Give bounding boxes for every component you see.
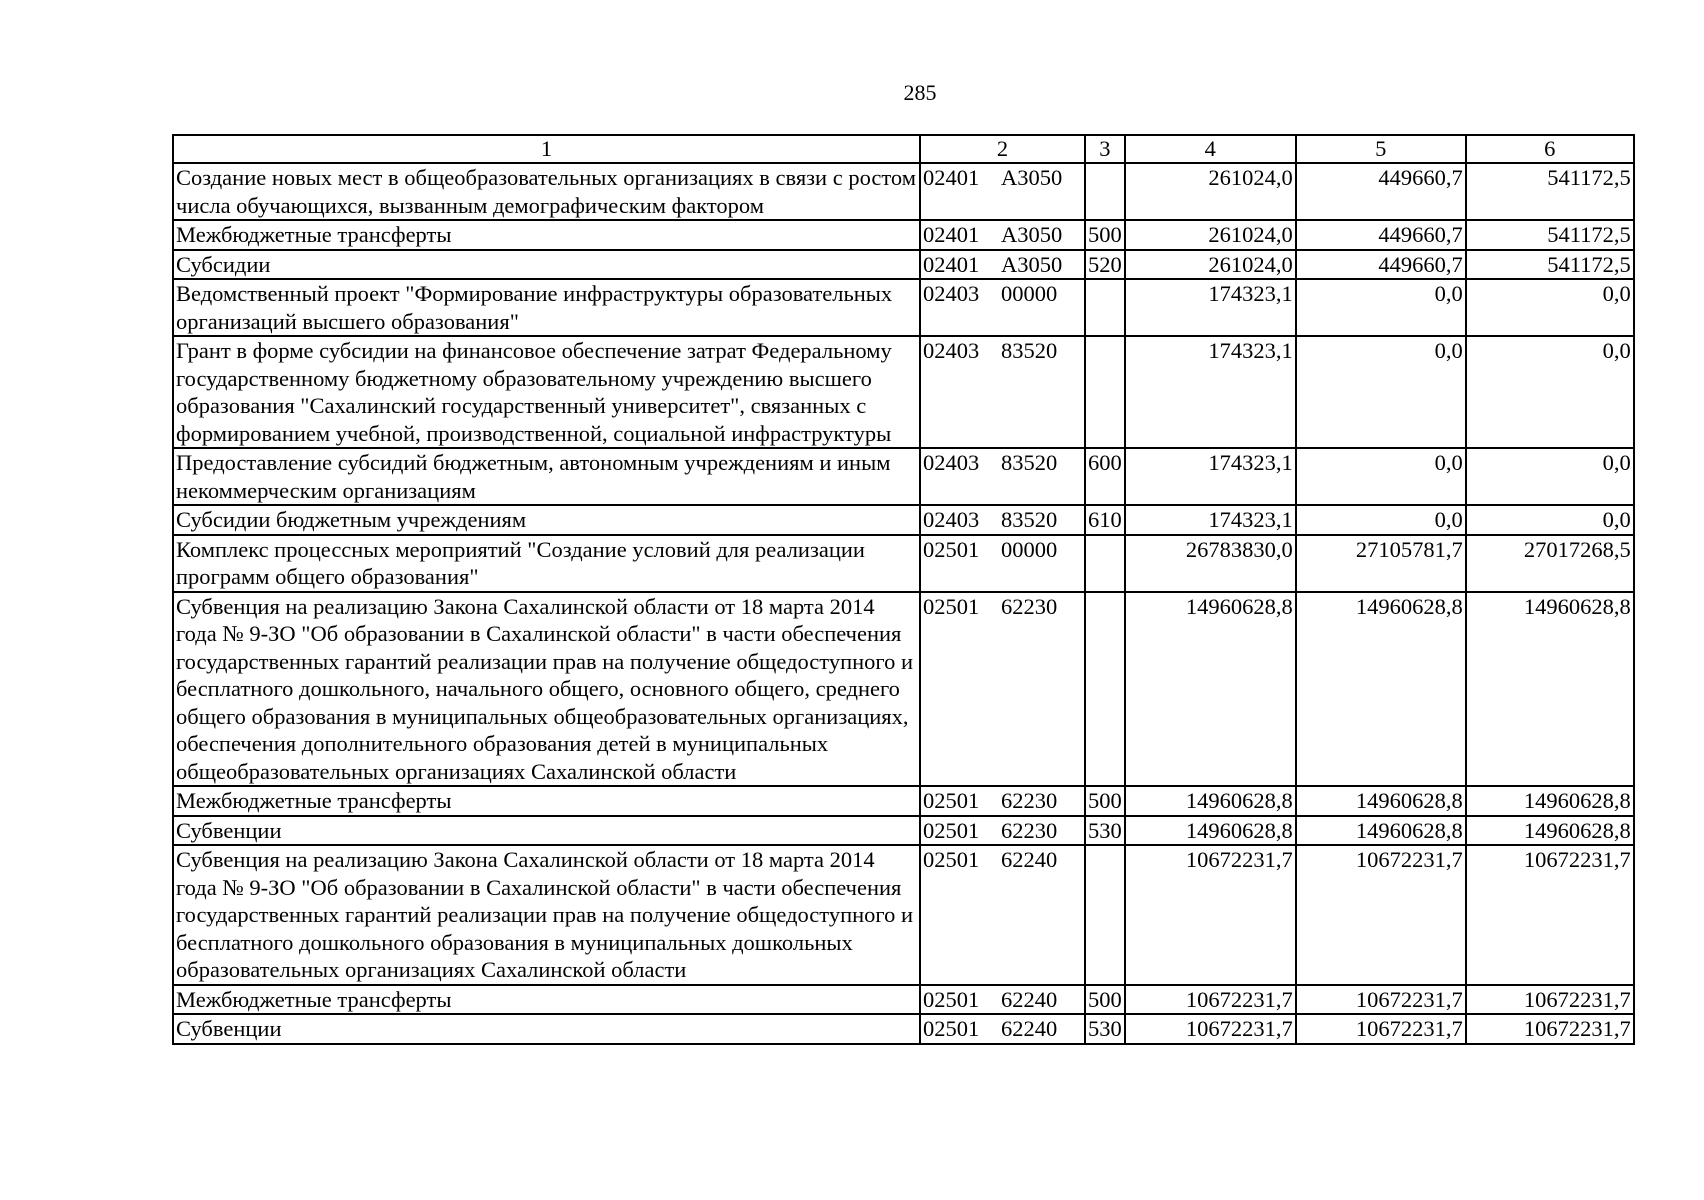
- row-program-cell: [920, 448, 1085, 505]
- row-expense-type-cell: [1085, 845, 1125, 985]
- row-name-cell: Субвенции: [173, 1014, 920, 1044]
- program-code: 02501: [923, 1016, 980, 1041]
- row-value-col5: 0,0: [1296, 448, 1466, 505]
- program-code: 02403: [923, 450, 980, 475]
- row-name-cell: Комплекс процессных мероприятий "Создание условий для реализации программ общего образования": [173, 535, 920, 592]
- row-name-cell: Ведомственный проект "Формирование инфраструктуры образовательных организаций высшего образования": [173, 279, 920, 336]
- row-name-cell: Предоставление субсидий бюджетным, автономным учреждениям и иным некоммерческим организациям: [173, 448, 920, 505]
- table-row: [173, 786, 1634, 816]
- row-name-cell: Создание новых мест в общеобразовательных организациях в связи с ростом числа обучающихся, вызванным демографическим фактором: [173, 163, 920, 220]
- row-name-cell: Субсидии бюджетным учреждениям: [173, 505, 920, 535]
- direction-code: 62230: [1001, 817, 1058, 843]
- table-row: [173, 1014, 1634, 1044]
- program-code: 02403: [923, 338, 980, 363]
- header-col-2: 2: [920, 135, 1085, 163]
- row-value-col6: 14960628,8: [1466, 816, 1634, 846]
- program-code: 02403: [923, 281, 980, 306]
- direction-code: 62230: [1001, 788, 1058, 813]
- direction-code: 62240: [1001, 1016, 1058, 1041]
- direction-code: 62240: [1001, 847, 1058, 872]
- row-value-col4: 14960628,8: [1125, 786, 1296, 816]
- row-program-cell: [920, 786, 1085, 816]
- row-value-col6: 10672231,7: [1466, 985, 1634, 1015]
- row-program-cell: [920, 592, 1085, 787]
- direction-code: А3050: [1001, 165, 1063, 190]
- program-code: 02501: [923, 593, 980, 619]
- row-value-col6: 0,0: [1466, 279, 1634, 336]
- table-row: [173, 505, 1634, 535]
- header-col-3: 3: [1085, 135, 1125, 163]
- row-value-col4: 261024,0: [1125, 220, 1296, 250]
- row-program-cell: [920, 1014, 1085, 1044]
- row-expense-type-cell: [1085, 279, 1125, 336]
- program-code: 02403: [923, 507, 980, 532]
- row-program-cell: [920, 985, 1085, 1015]
- table-row: [173, 336, 1634, 448]
- row-value-col4: 174323,1: [1125, 448, 1296, 505]
- row-program-cell: [920, 535, 1085, 592]
- row-value-col5: 0,0: [1296, 336, 1466, 448]
- row-name-cell: Межбюджетные трансферты: [173, 985, 920, 1015]
- row-name-cell: Субвенция на реализацию Закона Сахалинской области от 18 марта 2014 года № 9-ЗО "Об образовании в Сахалинской области" в части обеспечения государственных гарантий реализации прав на получение общедоступного и бесплатного дошкольного, начального общего, основного общего, среднего общего образования в муниципальных общеобразовательных организациях, обеспечения дополнительного образования детей в муниципальных общеобразовательных организациях Сахалинской области: [173, 592, 920, 787]
- row-value-col4: 174323,1: [1125, 279, 1296, 336]
- row-value-col6: 10672231,7: [1466, 845, 1634, 985]
- header-row: [173, 135, 1634, 163]
- row-value-col5: 0,0: [1296, 279, 1466, 336]
- row-value-col4: 261024,0: [1125, 250, 1296, 280]
- row-value-col4: 174323,1: [1125, 336, 1296, 448]
- row-value-col5: 10672231,7: [1296, 1014, 1466, 1044]
- direction-code: А3050: [1001, 222, 1063, 247]
- row-value-col6: 27017268,5: [1466, 535, 1634, 592]
- header-col-4: 4: [1125, 135, 1296, 163]
- header-col-5: 5: [1296, 135, 1466, 163]
- header-col-6: 6: [1466, 135, 1634, 163]
- row-expense-type-cell: 520: [1085, 250, 1125, 280]
- row-expense-type-cell: 500: [1085, 220, 1125, 250]
- row-expense-type-cell: 610: [1085, 505, 1125, 535]
- table-row: [173, 592, 1634, 787]
- row-name-cell: Субвенции: [173, 816, 920, 846]
- row-expense-type-cell: [1085, 592, 1125, 787]
- row-name-cell: Субсидии: [173, 250, 920, 280]
- row-expense-type-cell: 500: [1085, 786, 1125, 816]
- program-code: 02501: [923, 847, 980, 872]
- program-code: 02401: [923, 251, 980, 277]
- row-program-cell: [920, 816, 1085, 846]
- row-name-cell: Грант в форме субсидии на финансовое обеспечение затрат Федеральному государственному бюджетному образовательному учреждению высшего образования "Сахалинский государственный университет", связанных с формированием учебной, производственной, социальной инфраструктуры: [173, 336, 920, 448]
- row-program-cell: [920, 845, 1085, 985]
- program-code: 02501: [923, 986, 980, 1012]
- program-code: 02401: [923, 165, 980, 190]
- row-value-col5: 449660,7: [1296, 163, 1466, 220]
- page-number: 285: [903, 80, 937, 105]
- row-value-col4: 14960628,8: [1125, 592, 1296, 787]
- row-value-col4: 261024,0: [1125, 163, 1296, 220]
- direction-code: А3050: [1001, 251, 1063, 277]
- row-value-col4: 10672231,7: [1125, 985, 1296, 1015]
- row-value-col5: 10672231,7: [1296, 845, 1466, 985]
- row-value-col5: 14960628,8: [1296, 816, 1466, 846]
- program-code: 02501: [923, 788, 980, 813]
- row-value-col6: 541172,5: [1466, 163, 1634, 220]
- direction-code: 00000: [1001, 536, 1058, 562]
- row-name-cell: Межбюджетные трансферты: [173, 786, 920, 816]
- row-name-cell: Субвенция на реализацию Закона Сахалинской области от 18 марта 2014 года № 9-ЗО "Об образовании в Сахалинской области" в части обеспечения государственных гарантий реализации прав на получение общедоступного и бесплатного дошкольного образования в муниципальных дошкольных образовательных организациях Сахалинской области: [173, 845, 920, 985]
- table-row: [173, 448, 1634, 505]
- row-value-col5: 449660,7: [1296, 250, 1466, 280]
- row-value-col6: 10672231,7: [1466, 1014, 1634, 1044]
- program-code: 02501: [923, 536, 980, 562]
- direction-code: 83520: [1001, 507, 1058, 532]
- budget-table: [172, 134, 1635, 1045]
- row-expense-type-cell: [1085, 163, 1125, 220]
- direction-code: 00000: [1001, 281, 1058, 306]
- direction-code: 62230: [1001, 593, 1058, 619]
- row-value-col6: 541172,5: [1466, 250, 1634, 280]
- row-value-col5: 27105781,7: [1296, 535, 1466, 592]
- table-row: [173, 163, 1634, 220]
- row-value-col5: 10672231,7: [1296, 985, 1466, 1015]
- row-program-cell: [920, 250, 1085, 280]
- row-value-col6: 0,0: [1466, 336, 1634, 448]
- table-row: [173, 220, 1634, 250]
- row-expense-type-cell: 530: [1085, 816, 1125, 846]
- row-program-cell: [920, 163, 1085, 220]
- row-expense-type-cell: 600: [1085, 448, 1125, 505]
- row-value-col6: 0,0: [1466, 505, 1634, 535]
- row-program-cell: [920, 220, 1085, 250]
- table-row: [173, 279, 1634, 336]
- direction-code: 62240: [1001, 986, 1058, 1012]
- header-col-1: 1: [173, 135, 920, 163]
- row-value-col5: 0,0: [1296, 505, 1466, 535]
- row-value-col4: 174323,1: [1125, 505, 1296, 535]
- row-value-col4: 10672231,7: [1125, 845, 1296, 985]
- row-program-cell: [920, 336, 1085, 448]
- row-expense-type-cell: [1085, 336, 1125, 448]
- row-program-cell: [920, 279, 1085, 336]
- row-name-cell: Межбюджетные трансферты: [173, 220, 920, 250]
- program-code: 02401: [923, 222, 980, 247]
- row-expense-type-cell: 530: [1085, 1014, 1125, 1044]
- row-value-col4: 26783830,0: [1125, 535, 1296, 592]
- table-row: [173, 535, 1634, 592]
- direction-code: 83520: [1001, 338, 1058, 363]
- direction-code: 83520: [1001, 450, 1058, 475]
- row-value-col4: 10672231,7: [1125, 1014, 1296, 1044]
- table-row: [173, 816, 1634, 846]
- row-value-col6: 14960628,8: [1466, 592, 1634, 787]
- row-value-col6: 14960628,8: [1466, 786, 1634, 816]
- row-value-col5: 14960628,8: [1296, 592, 1466, 787]
- row-value-col5: 14960628,8: [1296, 786, 1466, 816]
- row-expense-type-cell: 500: [1085, 985, 1125, 1015]
- table-row: [173, 985, 1634, 1015]
- row-value-col6: 541172,5: [1466, 220, 1634, 250]
- row-value-col4: 14960628,8: [1125, 816, 1296, 846]
- row-value-col5: 449660,7: [1296, 220, 1466, 250]
- row-program-cell: [920, 505, 1085, 535]
- row-value-col6: 0,0: [1466, 448, 1634, 505]
- table-row: [173, 845, 1634, 985]
- table-body: [173, 135, 1634, 1044]
- row-expense-type-cell: [1085, 535, 1125, 592]
- table-row: [173, 250, 1634, 280]
- program-code: 02501: [923, 817, 980, 843]
